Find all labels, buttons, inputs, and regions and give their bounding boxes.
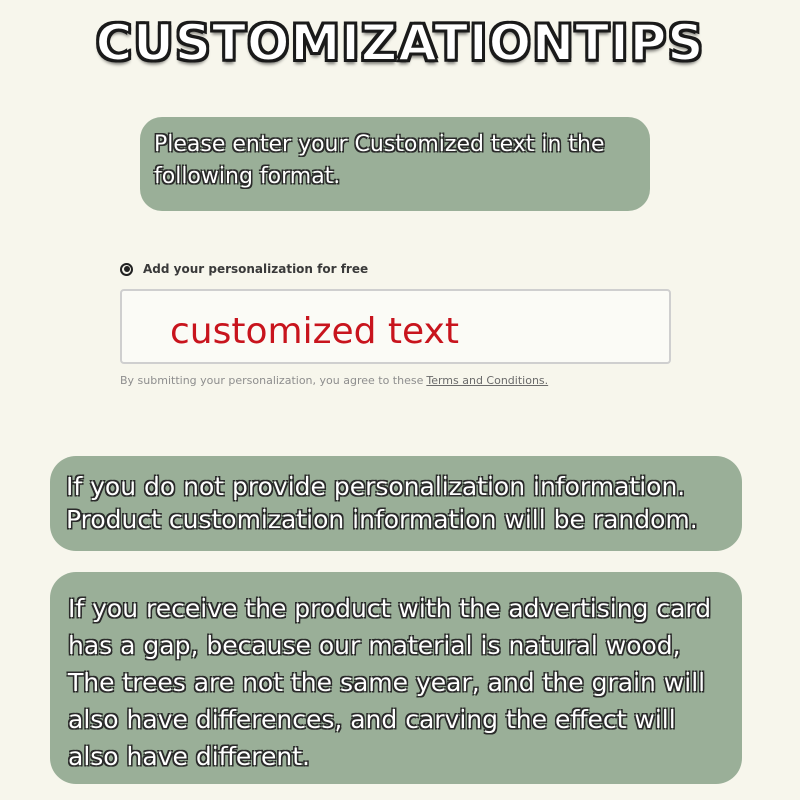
intro-tip-bubble <box>140 117 650 211</box>
wood-note-text: If you receive the product with the advertising card has a gap, because our material is natural wood, The trees are not the same year, and the grain will also have differences, and carving the effect will also have different. <box>68 594 712 771</box>
page-title: CUSTOMIZATIONTIPS <box>95 14 705 72</box>
personalization-option-label: Add your personalization for free <box>143 262 369 276</box>
radio-selected-icon[interactable] <box>120 263 133 276</box>
agreement-text: By submitting your personalization, you agree to these <box>120 374 424 387</box>
random-note-bubble <box>50 456 742 551</box>
random-note-text: If you do not provide personalization information. Product customization information will be random. <box>66 472 698 534</box>
terms-link[interactable]: Terms and Conditions. <box>426 374 549 387</box>
personalization-input[interactable] <box>120 289 671 364</box>
intro-tip-text: Please enter your Customized text in the following format. <box>154 132 605 189</box>
wood-note-bubble <box>50 572 742 784</box>
agreement-note <box>120 374 548 387</box>
personalization-option[interactable] <box>120 262 368 276</box>
